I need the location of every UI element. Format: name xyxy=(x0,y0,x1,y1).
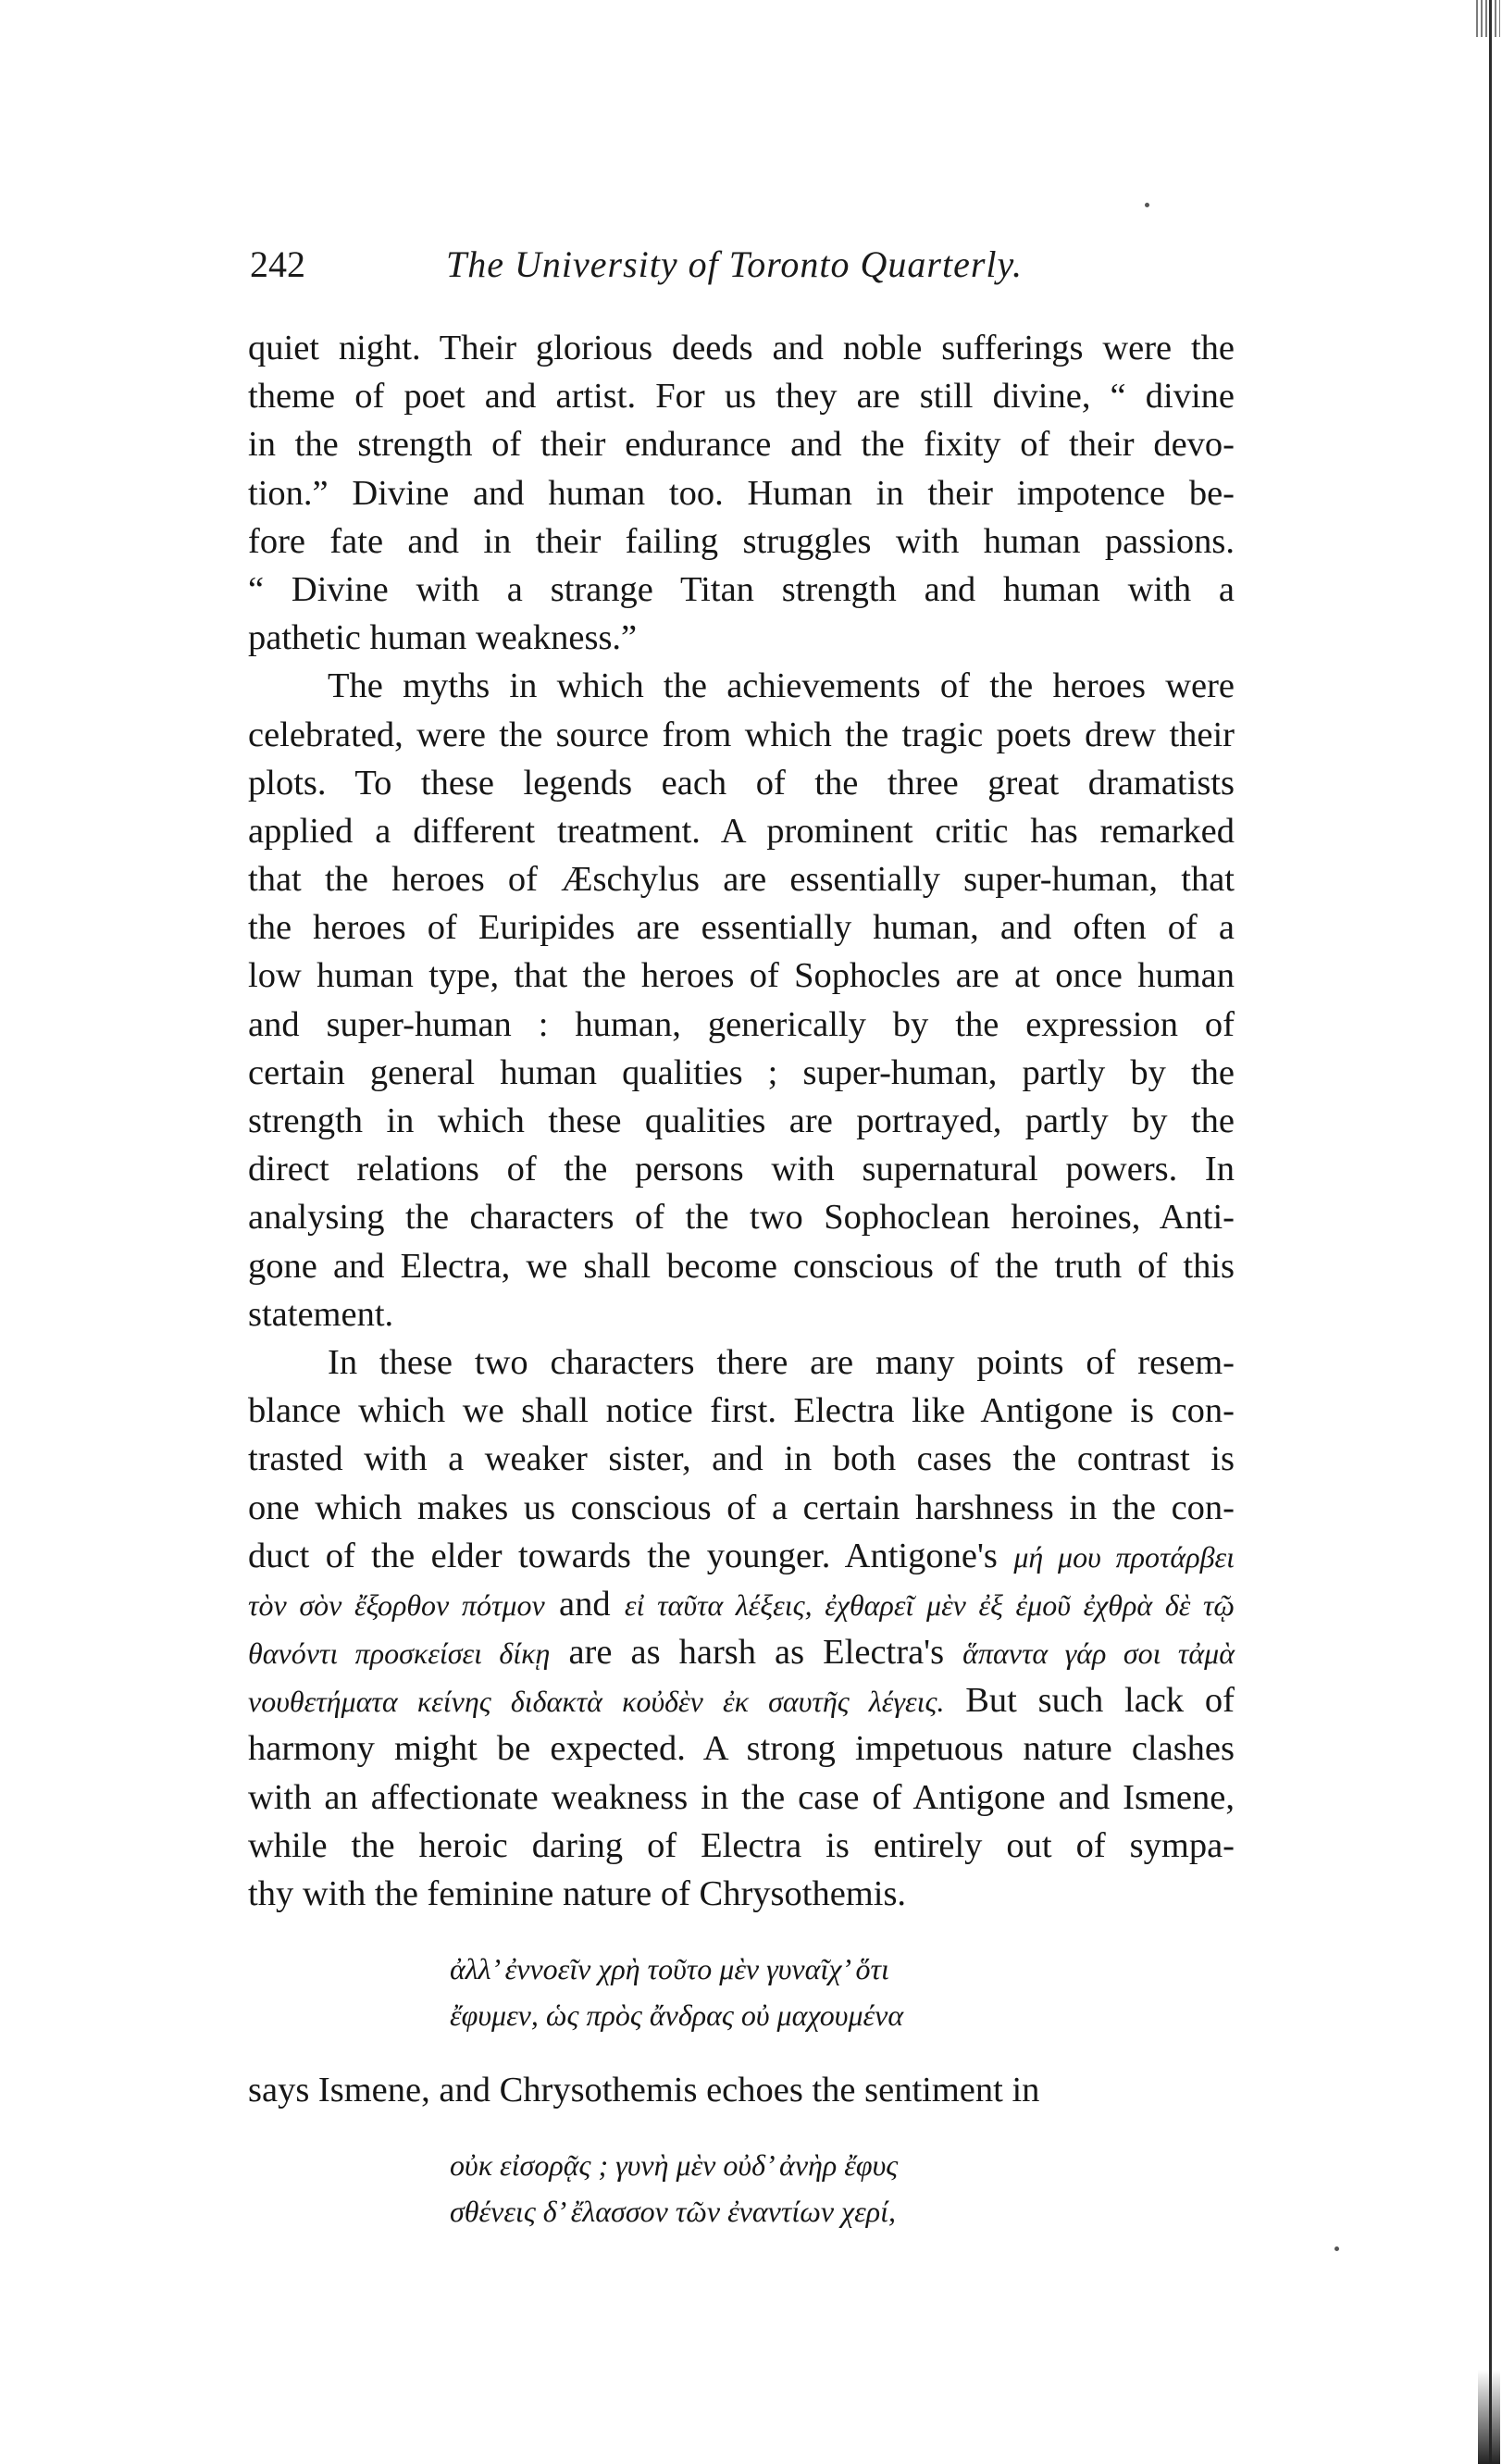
greek-quote-line: οὐκ εἰσορᾷς ; γυνὴ μὲν οὐδ’ ἀνὴρ ἔφυς xyxy=(450,2148,899,2183)
greek-text: εἰ ταῦτα λέξεις, ἐχθαρεῖ μὲν ἐξ ἐμοῦ ἐχθρὰ δὲ τῷ xyxy=(624,1587,1235,1622)
text-line: trasted with a weaker sister, and in both cases the contrast is xyxy=(248,1439,1235,1479)
greek-quote-line: ἔφυμεν, ὡς πρὸς ἄνδρας οὐ μαχουμένα xyxy=(450,1998,904,2033)
text-line: with an affectionate weakness in the case of Antigone and Ismene, xyxy=(248,1777,1235,1817)
text-span: are as harsh as Electra's xyxy=(568,1633,945,1673)
text-line-with-greek xyxy=(248,1532,1235,1580)
running-title: The University of Toronto Quarterly. xyxy=(446,243,1024,285)
text-line: says Ismene, and Chrysothemis echoes the sentiment in xyxy=(248,2071,1040,2110)
body-text xyxy=(248,324,1235,2234)
greek-quote-line: σθένεις δ’ ἔλασσον τῶν ἐναντίων χερί, xyxy=(450,2195,896,2229)
text-line: in the strength of their endurance and the fixity of their devo- xyxy=(248,425,1235,465)
spacer xyxy=(248,1918,1235,1946)
greek-quote-line: ἀλλ’ ἐννοεῖν χρὴ τοῦτο μὲν γυναῖχ’ ὅτι xyxy=(450,1952,889,1986)
text-line-with-greek xyxy=(248,1676,1235,1724)
text-span: But such lack of xyxy=(965,1681,1235,1721)
text-line: and super-human : human, generically by the expression of xyxy=(248,1004,1235,1044)
text-line: plots. To these legends each of the three great dramatists xyxy=(248,763,1235,803)
text-line: In these two characters there are many points of resem- xyxy=(328,1342,1235,1382)
text-line-with-greek xyxy=(248,1628,1235,1676)
text-line: pathetic human weakness.” xyxy=(248,618,638,658)
text-line: gone and Electra, we shall become conscious of the truth of this xyxy=(248,1246,1235,1286)
page-edge-line xyxy=(1489,0,1492,2464)
text-line: that the heroes of Æschylus are essentially super-human, that xyxy=(248,860,1235,900)
text-line: “ Divine with a strange Titan strength and human with a xyxy=(248,569,1235,609)
running-header xyxy=(250,243,1229,298)
text-line: The myths in which the achievements of the heroes were xyxy=(328,666,1235,706)
text-line: theme of poet and artist. For us they are still divine, “ divine xyxy=(248,377,1235,417)
scan-speck xyxy=(1334,2246,1339,2251)
scan-artifact xyxy=(1476,0,1500,37)
text-line: celebrated, were the source from which the tragic poets drew their xyxy=(248,715,1235,754)
text-line: thy with the feminine nature of Chrysothemis. xyxy=(248,1874,907,1913)
greek-text: τὸν σὸν ἔξορθον πότμον xyxy=(248,1587,545,1622)
scanned-page-edge xyxy=(1474,0,1502,2464)
text-line: low human type, that the heroes of Sophocles are at once human xyxy=(248,956,1235,996)
text-line: applied a different treatment. A prominent critic has remarked xyxy=(248,811,1235,851)
text-line-with-greek xyxy=(248,1580,1235,1628)
text-line: certain general human qualities ; super-human, partly by the xyxy=(248,1052,1235,1092)
greek-text: θανόντι προσκείσει δίκῃ xyxy=(248,1636,551,1671)
text-line: tion.” Divine and human too. Human in their impotence be- xyxy=(248,473,1235,513)
text-line: fore fate and in their failing struggles with human passions. xyxy=(248,521,1235,561)
greek-text: ἅπαντα γάρ σοι τἀμὰ xyxy=(962,1636,1235,1671)
text-line: direct relations of the persons with supernatural powers. In xyxy=(248,1150,1235,1189)
text-line: quiet night. Their glorious deeds and noble sufferings were the xyxy=(248,329,1235,367)
text-span: duct of the elder towards the younger. Antigone's xyxy=(248,1536,998,1575)
text-span: and xyxy=(558,1584,611,1624)
text-line: analysing the characters of the two Sophoclean heroines, Anti- xyxy=(248,1198,1235,1238)
scan-speck xyxy=(1145,203,1149,207)
page-number: 242 xyxy=(250,243,305,285)
greek-text: νουθετήματα κείνης διδακτὰ κοὐδὲν ἐκ σαυτῆς λέγεις. xyxy=(248,1685,945,1719)
text-line: harmony might be expected. A strong impetuous nature clashes xyxy=(248,1729,1235,1769)
text-line: statement. xyxy=(248,1294,394,1334)
text-line: strength in which these qualities are portrayed, partly by the xyxy=(248,1101,1235,1140)
text-line: one which makes us conscious of a certain harshness in the con- xyxy=(248,1487,1235,1527)
text-line: blance which we shall notice first. Electra like Antigone is con- xyxy=(248,1391,1235,1431)
spacer xyxy=(248,2038,1235,2066)
greek-text: μή μου προτάρβει xyxy=(1013,1539,1235,1574)
spacer xyxy=(248,2114,1235,2142)
scan-artifact xyxy=(1478,2370,1500,2464)
text-line: while the heroic daring of Electra is entirely out of sympa- xyxy=(248,1825,1235,1865)
text-line: the heroes of Euripides are essentially human, and often of a xyxy=(248,908,1235,948)
